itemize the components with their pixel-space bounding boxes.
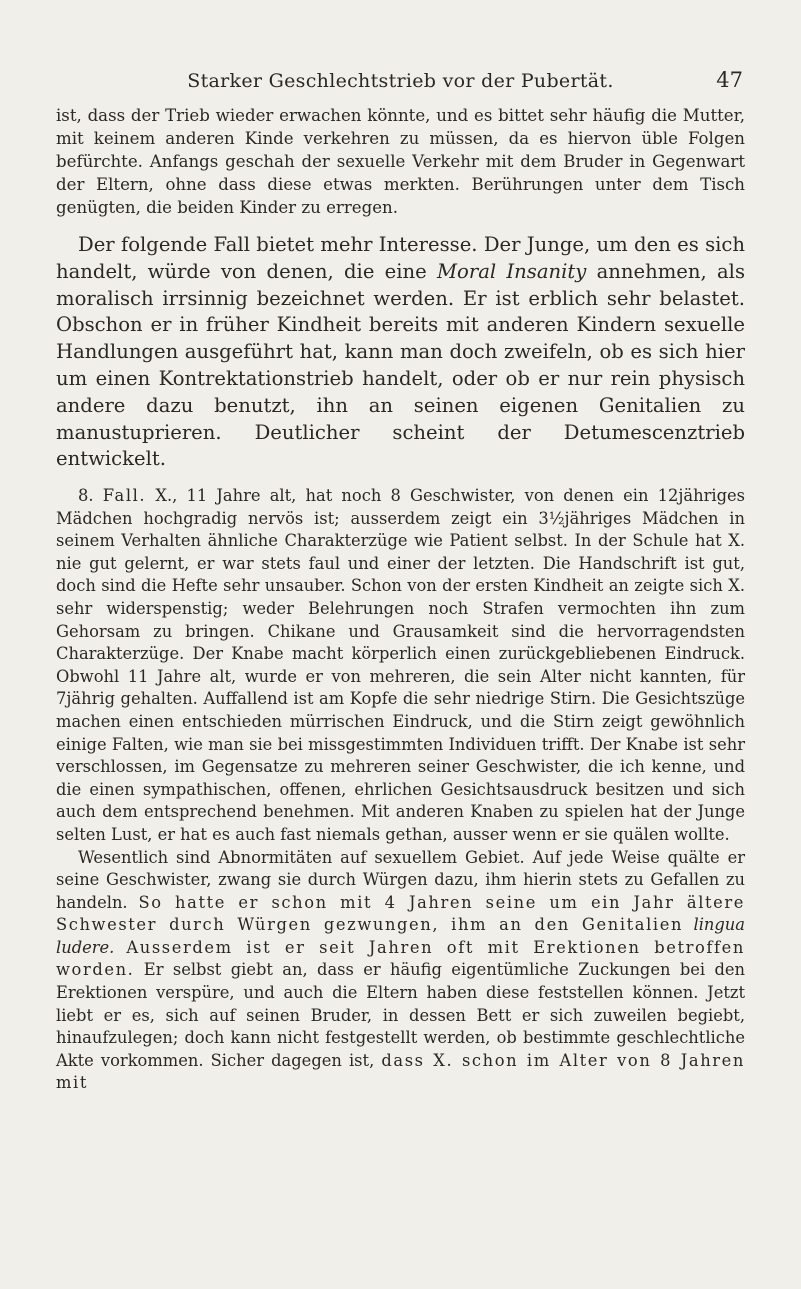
case-report: [56, 485, 745, 1095]
text-run: X., 11 Jahre alt, hat noch 8 Geschwister, von denen ein 12jähriges Mädchen hochgradig nervös ist; ausserdem zeigt ein 3½jähriges Mädchen in seinem Verhalten ähnliche Charakterzüge wie Patient selbst. In der Schule hat X. nie gut gelernt, er war stets faul und einer der letzten. Die Handschrift ist gut, doch sind die Hefte sehr unsauber. Schon von der ersten Kindheit an zeigte sich X. sehr widerspenstig; weder Belehrungen noch Strafen vermochten ihn zum Gehorsam zu bringen. Chikane und Grausamkeit sind die hervorragendsten Charakterzüge. Der Knabe macht körperlich einen zurückgebliebenen Eindruck. Obwohl 11 Jahre alt, wurde er von mehreren, die sein Alter nicht kannten, für 7jährig gehalten. Auffallend ist am Kopfe die sehr niedrige Stirn. Die Gesichtszüge machen einen entschieden mürrischen Eindruck, und die Stirn zeigt gewöhnlich einige Falten, wie man sie bei missgestimmten Individuen trifft. Der Knabe ist sehr verschlossen, im Gegensatze zu mehreren seiner Geschwister, die ich kenne, und die einen sympathischen, offenen, ehrlichen Gesichtsausdruck besitzen und sich auch dem entsprechend benehmen. Mit anderen Knaben zu spielen hat der Junge selten Lust, er hat es auch fast niemals gethan, ausser wenn er sie quälen wollte.: [56, 486, 745, 844]
case-paragraph: [56, 485, 745, 847]
spaced-emphasis: dass X. schon im Alter von 8 Jahren mit: [56, 1050, 745, 1093]
italic-term: lingua ludere.: [56, 915, 745, 957]
paragraph-intro-case: [56, 232, 745, 473]
italic-term: Moral Insanity: [436, 259, 587, 283]
text-run: [114, 938, 126, 957]
text-run: Der folgende Fall bietet mehr Interesse. Der Junge, um den es sich handelt, würde von denen, die eine: [56, 233, 745, 283]
text-run: Er selbst giebt an, dass er häufig eigentümliche Zuckungen bei den Erektionen verspüre, und auch die Eltern haben diese feststellen können. Jetzt liebt er es, sich auf seinen Bruder, in dessen Bett er sich zuweilen begiebt, hinaufzulegen; doch kann nicht festgestellt werden, ob bestimmte geschlechtliche Akte vorkommen. Sicher dagegen ist,: [56, 960, 745, 1070]
spaced-emphasis: Ausserdem ist er seit Jahren oft mit Erektionen betroffen worden.: [56, 937, 745, 980]
text-run: Wesentlich sind Abnormitäten auf sexuellem Gebiet. Auf jede Weise quälte er seine Geschwister, zwang sie durch Würgen dazu, ihm hierin stets zu Gefallen zu handeln.: [56, 847, 745, 912]
paragraph-continuation: [56, 104, 745, 219]
running-title: Starker Geschlechtstrieb vor der Pubertät.: [187, 70, 614, 92]
spaced-emphasis: So hatte er schon mit 4 Jahren seine um ein Jahr ältere Schwester durch Würgen gezwungen, ihm an den Genitalien: [56, 892, 746, 935]
page-header: [56, 70, 745, 96]
paragraph-text: [56, 232, 745, 473]
paragraph-text: ist, dass der Trieb wieder erwachen könnte, und es bittet sehr häufig die Mutter, mit keinem anderen Kinde verkehren zu müssen, da es hiervon üble Folgen befürchte. Anfangs geschah der sexuelle Verkehr mit dem Bruder in Gegenwart der Eltern, ohne dass diese etwas merkten. Berührungen unter dem Tisch genügten, die beiden Kinder zu erregen.: [56, 106, 745, 217]
page-number: 47: [716, 68, 743, 92]
text-run: annehmen, als moralisch irrsinnig bezeichnet werden. Er ist erblich sehr belastet. Obschon er in früher Kindheit bereits mit anderen Kindern sexuelle Handlungen ausgeführt hat, kann man doch zweifeln, ob es sich hier um einen Kontrektationstrieb handelt, oder ob er nur rein physisch andere dazu benutzt, ihn an seinen eigenen Genitalien zu manustuprieren. Deutlicher scheint der Detumescenztrieb entwickelt.: [56, 259, 746, 471]
text-run: [683, 915, 693, 934]
case-label: Fall.: [102, 486, 147, 505]
case-paragraph: [56, 847, 745, 1096]
case-number: 8.: [78, 486, 103, 505]
